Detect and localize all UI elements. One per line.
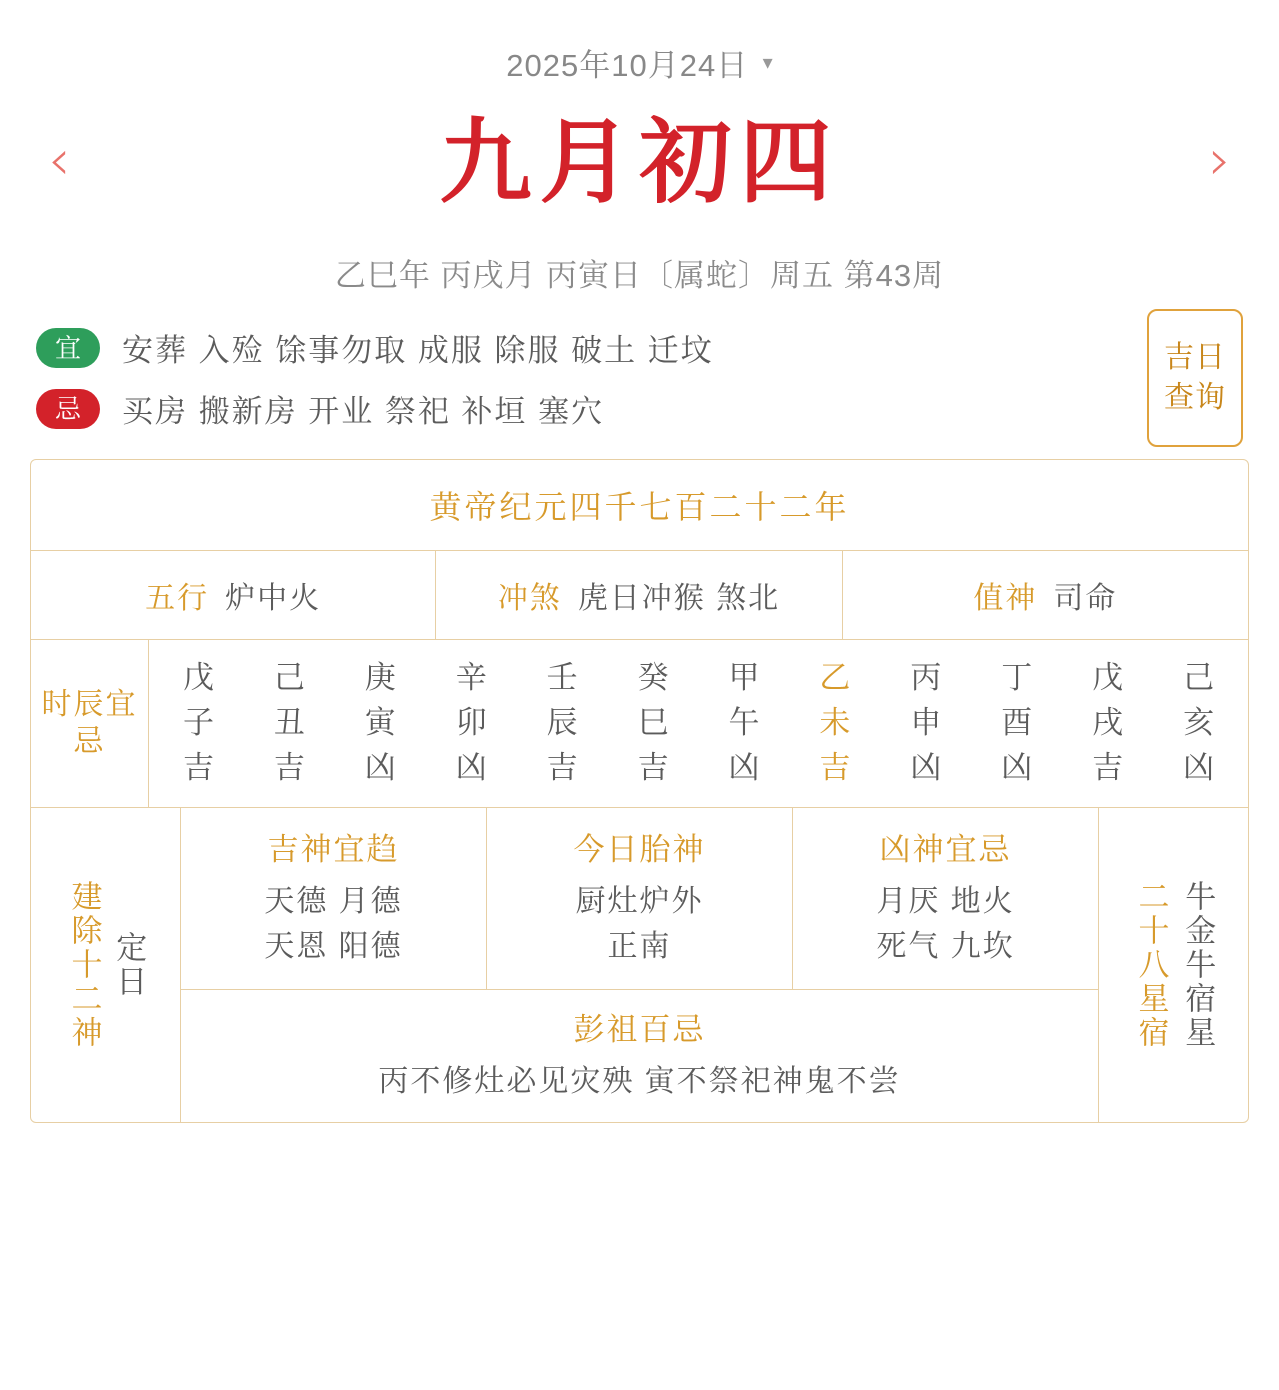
info-value-chongsha: 虎日冲猴 煞北 [577, 582, 781, 615]
xiongshen-title: 凶神宜忌 [879, 831, 1012, 867]
shichen-zhi: 戌 [1092, 704, 1124, 740]
shichen-item[interactable] [699, 656, 790, 791]
shichen-label [31, 640, 149, 807]
shichen-zhi: 申 [910, 704, 942, 740]
star-cell [1098, 808, 1248, 1122]
shichen-gan: 乙 [819, 660, 851, 695]
lucky-day-query-button[interactable] [1147, 309, 1243, 447]
shichen-gan: 丁 [1001, 660, 1033, 695]
bottom-block [31, 808, 1248, 1122]
chevron-down-icon[interactable]: ▾ [762, 52, 773, 74]
info-value-wuxing: 炉中火 [225, 582, 322, 615]
shichen-zhi: 辰 [546, 704, 578, 740]
shichen-luck: 吉 [182, 749, 214, 785]
shichen-item[interactable] [971, 656, 1062, 791]
xiongshen-box [793, 808, 1098, 989]
shichen-luck: 吉 [637, 749, 669, 785]
shichen-item[interactable] [153, 656, 244, 791]
shichen-gan: 癸 [637, 660, 669, 695]
jishen-title: 吉神宜趋 [267, 831, 400, 867]
almanac-table [30, 459, 1249, 1123]
shichen-gan: 辛 [455, 660, 487, 695]
middle-column [181, 808, 1098, 1122]
yi-text: 安葬 入殓 馀事勿取 成服 除服 破土 迁坟 [122, 333, 714, 368]
shichen-luck: 吉 [819, 749, 851, 785]
shichen-zhi: 午 [728, 704, 760, 740]
shichen-luck: 凶 [910, 749, 942, 785]
yi-badge: 宜 [36, 328, 100, 368]
shichen-zhi: 丑 [273, 704, 305, 740]
info-cell-chongsha [436, 551, 842, 640]
shichen-luck: 凶 [1001, 749, 1033, 785]
era-row: 黄帝纪元四千七百二十二年 [31, 460, 1248, 551]
shichen-gan: 戊 [182, 660, 214, 695]
star-value: 牛金牛宿星 [1180, 879, 1216, 1050]
taishen-box [487, 808, 793, 989]
jishen-box [181, 808, 487, 989]
shichen-item[interactable] [244, 656, 335, 791]
info-label-zhishen: 值神 [973, 582, 1038, 615]
gregorian-date: 2025年10月24日 [506, 48, 749, 83]
shichen-gan: 己 [273, 660, 305, 695]
jianchu-value: 定日 [111, 930, 147, 999]
lunar-headline-row [0, 113, 1279, 228]
shichen-luck: 凶 [364, 749, 396, 785]
shichen-gan: 甲 [728, 660, 760, 695]
shichen-item[interactable] [1153, 656, 1244, 791]
chevron-right-icon[interactable]: › [1208, 128, 1231, 193]
lucky-day-query-label: 吉日查询 [1164, 340, 1226, 414]
info-label-wuxing: 五行 [145, 582, 210, 615]
shichen-label-text: 时辰宜忌 [41, 687, 138, 759]
ji-badge: 忌 [36, 389, 100, 429]
info-label-chongsha: 冲煞 [497, 582, 562, 615]
jianchu-cell [31, 808, 181, 1122]
shichen-item[interactable] [517, 656, 608, 791]
info-cell-wuxing [31, 551, 436, 640]
xiongshen-line2: 死气 九坎 [876, 929, 1015, 963]
chevron-left-icon[interactable]: ‹ [48, 128, 71, 193]
shichen-item[interactable] [335, 656, 426, 791]
shichen-item[interactable] [426, 656, 517, 791]
shichen-items [149, 640, 1248, 807]
taishen-line2: 正南 [607, 929, 672, 963]
shichen-luck: 吉 [273, 749, 305, 785]
shichen-zhi: 未 [819, 704, 851, 740]
shichen-zhi: 子 [182, 704, 214, 740]
yi-ji-section [0, 325, 1279, 431]
shichen-luck: 凶 [455, 749, 487, 785]
pengzu-text: 丙不修灶必见灾殃 寅不祭祀神鬼不尝 [378, 1064, 901, 1098]
date-selector[interactable] [0, 0, 1279, 85]
shichen-luck: 吉 [1092, 749, 1124, 785]
middle-top-row [181, 808, 1098, 990]
shichen-zhi: 寅 [364, 704, 396, 740]
shichen-item[interactable] [880, 656, 971, 791]
shichen-zhi: 亥 [1183, 704, 1215, 740]
shichen-zhi: 卯 [455, 704, 487, 740]
lunar-date: 九月初四 [439, 112, 840, 214]
jishen-line2: 天恩 阳德 [264, 929, 403, 963]
shichen-item-current[interactable] [789, 656, 880, 791]
shichen-gan: 壬 [546, 660, 578, 695]
shichen-item[interactable] [608, 656, 699, 791]
pengzu-title: 彭祖百忌 [573, 1011, 706, 1047]
ganzhi-line: 乙巳年 丙戌月 丙寅日〔属蛇〕周五 第43周 [334, 258, 945, 293]
ji-row [36, 386, 1243, 431]
info-value-zhishen: 司命 [1053, 582, 1118, 615]
xiongshen-line1: 月厌 地火 [876, 884, 1015, 918]
shichen-luck: 凶 [728, 749, 760, 785]
star-label: 二十八星宿 [1133, 879, 1169, 1050]
info-row [31, 551, 1248, 640]
taishen-line1: 厨灶炉外 [575, 884, 704, 918]
jianchu-label: 建除十二神 [66, 879, 102, 1050]
shichen-item[interactable] [1062, 656, 1153, 791]
shichen-luck: 凶 [1183, 749, 1215, 785]
jishen-line1: 天德 月德 [264, 884, 403, 918]
pengzu-box [181, 990, 1098, 1122]
ji-text: 买房 搬新房 开业 祭祀 补垣 塞穴 [122, 394, 605, 429]
shichen-gan: 丙 [910, 660, 942, 695]
shichen-zhi: 酉 [1001, 704, 1033, 740]
shichen-zhi: 巳 [637, 704, 669, 740]
shichen-luck: 吉 [546, 749, 578, 785]
taishen-title: 今日胎神 [573, 831, 706, 867]
shichen-gan: 庚 [364, 660, 396, 695]
shichen-gan: 戊 [1092, 660, 1124, 695]
shichen-gan: 己 [1183, 660, 1215, 695]
shichen-row [31, 640, 1248, 808]
yi-row [36, 325, 1243, 370]
info-cell-zhishen [843, 551, 1248, 640]
